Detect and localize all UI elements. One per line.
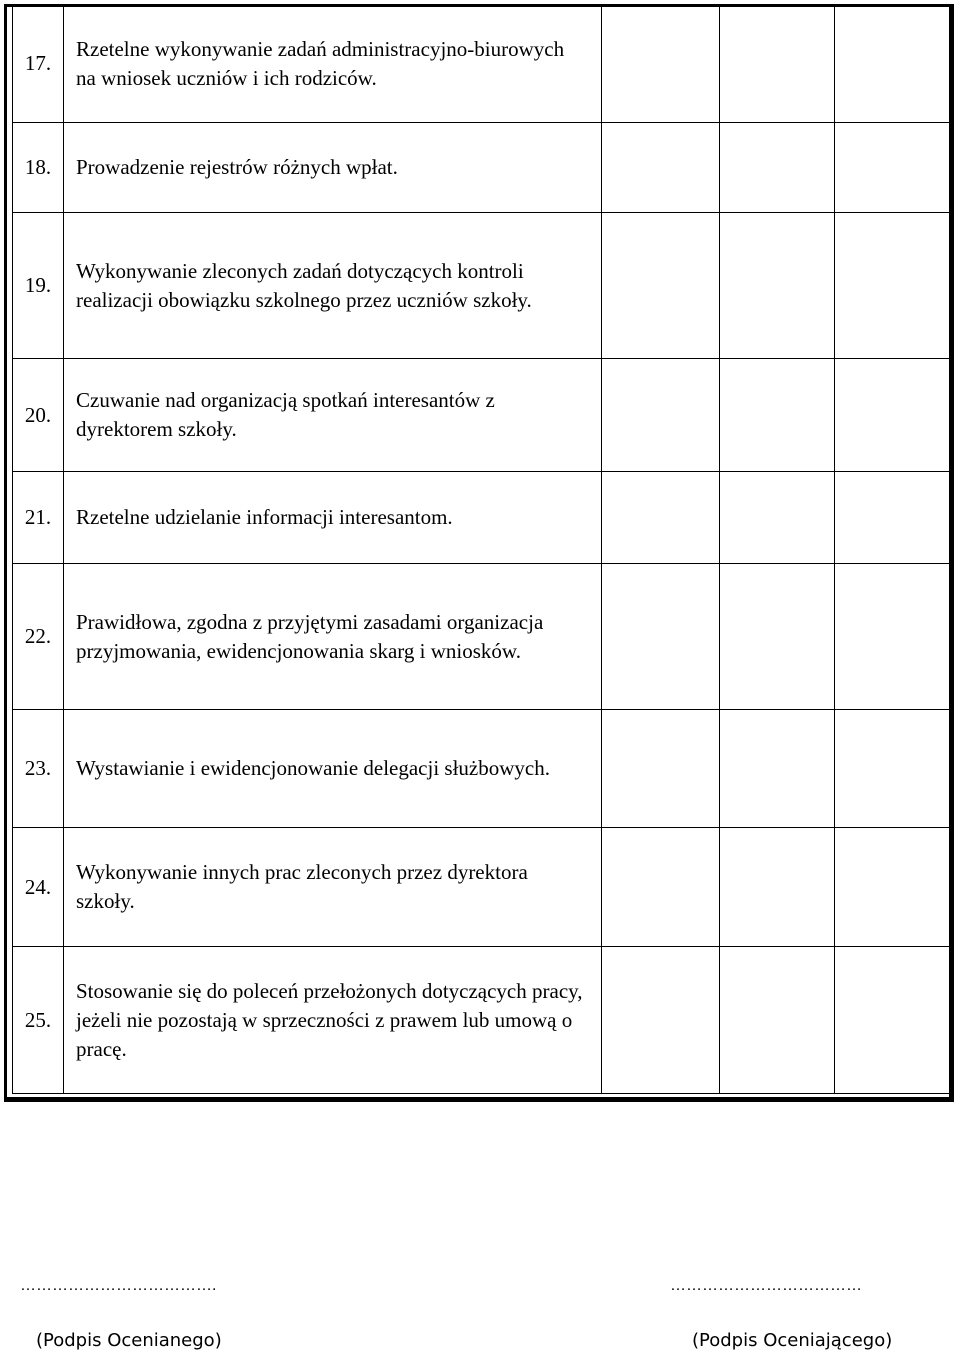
- score-cell[interactable]: [602, 5, 720, 123]
- table-row: [13, 828, 950, 947]
- row-number: 22.: [13, 564, 64, 710]
- table-row: [13, 710, 950, 828]
- score-cell[interactable]: [720, 947, 835, 1094]
- signature-line-evaluator: ………………………………: [670, 1277, 862, 1294]
- score-cell[interactable]: [602, 123, 720, 213]
- score-cell[interactable]: [835, 947, 950, 1094]
- row-description: Wykonywanie zleconych zadań dotyczących kontroli realizacji obowiązku szkolnego przez uczniów szkoły.: [64, 213, 602, 359]
- row-number: 18.: [13, 123, 64, 213]
- table-row: [13, 947, 950, 1094]
- row-number: 21.: [13, 472, 64, 564]
- score-cell[interactable]: [720, 472, 835, 564]
- row-number: 23.: [13, 710, 64, 828]
- score-cell[interactable]: [602, 359, 720, 472]
- score-cell[interactable]: [835, 359, 950, 472]
- score-cell[interactable]: [602, 947, 720, 1094]
- row-number: 20.: [13, 359, 64, 472]
- row-number: 25.: [13, 947, 64, 1094]
- row-description: Czuwanie nad organizacją spotkań interesantów z dyrektorem szkoły.: [64, 359, 602, 472]
- table-row: [13, 123, 950, 213]
- table-row: [13, 472, 950, 564]
- score-cell[interactable]: [835, 123, 950, 213]
- row-description: Wystawianie i ewidencjonowanie delegacji służbowych.: [64, 710, 602, 828]
- score-cell[interactable]: [720, 123, 835, 213]
- score-cell[interactable]: [602, 828, 720, 947]
- score-cell[interactable]: [720, 359, 835, 472]
- row-description: Rzetelne udzielanie informacji interesantom.: [64, 472, 602, 564]
- table-row: [13, 213, 950, 359]
- score-cell[interactable]: [602, 213, 720, 359]
- row-number: 17.: [13, 5, 64, 123]
- signature-label-evaluated: (Podpis Ocenianego): [36, 1330, 222, 1351]
- row-description: Prowadzenie rejestrów różnych wpłat.: [64, 123, 602, 213]
- row-description: Prawidłowa, zgodna z przyjętymi zasadami organizacja przyjmowania, ewidencjonowania skarg i wniosków.: [64, 564, 602, 710]
- signature-label-evaluator: (Podpis Oceniającego): [692, 1330, 893, 1351]
- score-cell[interactable]: [835, 828, 950, 947]
- score-cell[interactable]: [720, 564, 835, 710]
- table-row: [13, 5, 950, 123]
- score-cell[interactable]: [720, 710, 835, 828]
- score-cell[interactable]: [835, 213, 950, 359]
- score-cell[interactable]: [602, 472, 720, 564]
- score-cell[interactable]: [602, 564, 720, 710]
- score-cell[interactable]: [720, 213, 835, 359]
- row-number: 19.: [13, 213, 64, 359]
- score-cell[interactable]: [835, 710, 950, 828]
- row-description: Wykonywanie innych prac zleconych przez dyrektora szkoły.: [64, 828, 602, 947]
- score-cell[interactable]: [835, 564, 950, 710]
- table-row: [13, 359, 950, 472]
- row-number: 24.: [13, 828, 64, 947]
- evaluation-table: [12, 4, 950, 1094]
- row-description: Stosowanie się do poleceń przełożonych dotyczących pracy, jeżeli nie pozostają w sprzeczności z prawem lub umową o pracę.: [64, 947, 602, 1094]
- score-cell[interactable]: [835, 5, 950, 123]
- score-cell[interactable]: [835, 472, 950, 564]
- score-cell[interactable]: [720, 828, 835, 947]
- signature-line-evaluated: ……………………………….: [20, 1277, 217, 1294]
- score-cell[interactable]: [602, 710, 720, 828]
- score-cell[interactable]: [720, 5, 835, 123]
- row-description: Rzetelne wykonywanie zadań administracyjno-biurowych na wniosek uczniów i ich rodziców.: [64, 5, 602, 123]
- table-row: [13, 564, 950, 710]
